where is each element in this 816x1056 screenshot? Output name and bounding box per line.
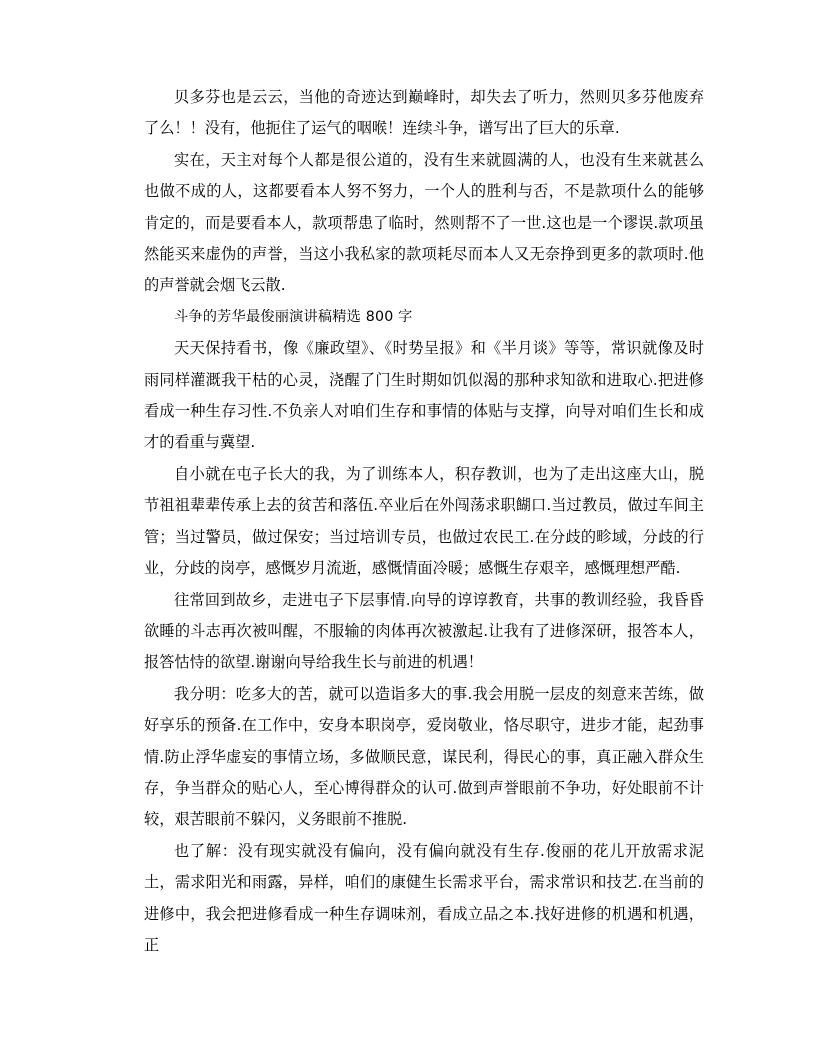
paragraph-fairness: 实在，天主对每个人都是很公道的，没有生来就圆满的人，也没有生来就甚么也做不成的人，这都要看本人努不努力，一个人的胜利与否，不是款项什么的能够肯定的，而是要看本人，款项帮患了临时，然则帮不了一世.这也是一个谬误.款项虽然能买来虚伪的声誉，当这小我私家的款项耗尽而本人又无奈挣到更多的款项时.他的声誉就会烟飞云散.: [144, 150, 704, 295]
document-body: [144, 82, 704, 961]
paragraph-hardship: 我分明：吃多大的苦，就可以造诣多大的事.我会用脱一层皮的刻意来苦练，做好享乐的预备.在工作中，安身本职岗亭，爱岗敬业，恪尽职守，进步才能，起劲事情.防止浮华虚妄的事情立场，多做顺民意，谋民利，得民心的事，真正融入群众生存，争当群众的贴心人，至心博得群众的认可.做到声誉眼前不争功，好处眼前不计较，艰苦眼前不躲闪，义务眼前不推脱.: [144, 684, 704, 829]
paragraph-hometown: 往常回到故乡，走进屯子下层事情.向导的谆谆教育，共事的教训经验，我昏昏欲睡的斗志再次被叫醒，不服输的肉体再次被激起.让我有了进修深研，报答本人，报答怙恃的欲望.谢谢向导给我生长与前进的机遇！: [144, 590, 704, 672]
paragraph-direction: 也了解：没有现实就没有偏向，没有偏向就没有生存.俊丽的花儿开放需求泥土，需求阳光和雨露，异样，咱们的康健生长需求平台，需求常识和技艺.在当前的进修中，我会把进修看成一种生存调味剂，看成立品之本.找好进修的机遇和机遇，正: [144, 841, 704, 954]
section-heading: 斗争的芳华最俊丽演讲稿精选 800 字: [174, 308, 413, 325]
paragraph-childhood: 自小就在屯子长大的我，为了训练本人，积存教训，也为了走出这座大山，脱节祖祖辈辈传承上去的贫苦和落伍.卒业后在外闯荡求职餬口.当过教员，做过车间主管；当过警员，做过保安；当过培训专员，也做过农民工.在分歧的畛域，分歧的行业，分歧的岗亭，感慨岁月流逝，感慨情面冷暖；感慨生存艰辛，感慨理想严酷.: [144, 464, 704, 578]
paragraph-beethoven: 贝多芬也是云云，当他的奇迹达到巅峰时，却失去了听力，然则贝多芬他废弃了么！！没有，他扼住了运气的咽喉！连续斗争，谱写出了巨大的乐章.: [144, 88, 704, 138]
paragraph-reading: 天天保持看书，像《廉政望》、《时势呈报》和《半月谈》等等，常识就像及时雨同样灌溉我干枯的心灵，浇醒了门生时期如饥似渴的那种求知欲和进取心.把进修看成一种生存习性.不负亲人对咱们生存和事情的体贴与支撑，向导对咱们生长和成才的看重与冀望.: [144, 339, 704, 452]
